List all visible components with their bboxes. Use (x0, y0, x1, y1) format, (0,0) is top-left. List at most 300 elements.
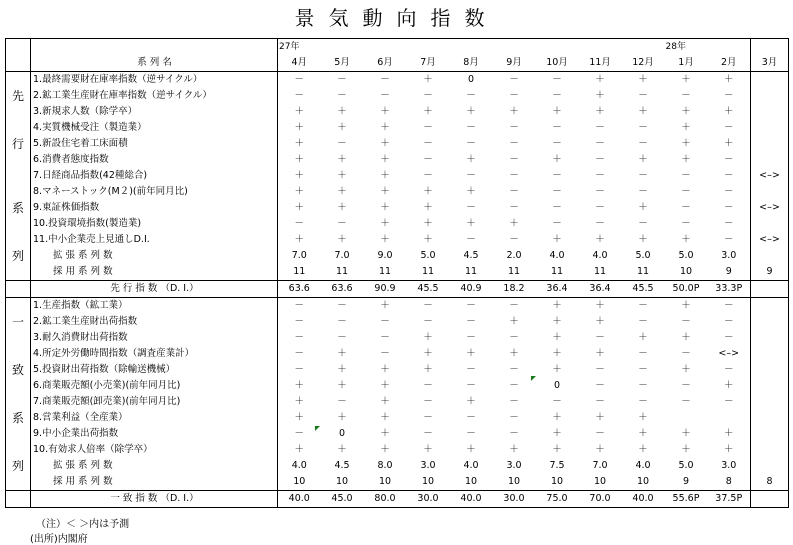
value-cell: － (552, 138, 562, 149)
adopt-row (6, 264, 789, 281)
value-cell: ＋ (552, 332, 562, 343)
di-value: 90.9 (364, 281, 407, 298)
value-cell: ＋ (294, 444, 304, 455)
value-cell: － (423, 170, 433, 181)
march-cell (751, 458, 789, 474)
value-cell: ＋ (723, 138, 734, 149)
value-cell: 0 (553, 380, 561, 391)
table-row (6, 314, 789, 330)
di-row (6, 281, 789, 298)
march-cell (751, 136, 789, 152)
di-value: 18.2 (493, 281, 536, 298)
value-cell: ＋ (723, 428, 734, 439)
march-cell (751, 362, 789, 378)
value-cell: － (423, 122, 433, 133)
value-cell: － (681, 218, 691, 229)
month-header: 4月 (278, 55, 321, 72)
di-label: 一 致 指 数 （D. I.） (31, 491, 278, 508)
value-cell: － (294, 218, 304, 229)
di-value: 45.5 (622, 281, 665, 298)
value-cell: － (638, 170, 648, 181)
value-cell: ＋ (337, 170, 347, 181)
di-value: 40.9 (450, 281, 493, 298)
value-cell: ＋ (294, 122, 304, 133)
value-cell: － (552, 396, 562, 407)
march-cell (751, 491, 789, 508)
value-cell: ＋ (681, 234, 691, 245)
value-cell: － (723, 332, 734, 343)
table-row (6, 378, 789, 394)
value-cell: ＋ (423, 106, 433, 117)
value-cell: ＋ (337, 186, 347, 197)
value-cell: － (294, 428, 304, 439)
group-label (6, 426, 31, 442)
value-cell: － (380, 90, 390, 101)
series-name: 6.商業販売額(小売業)(前年同月比) (31, 378, 278, 394)
table-row (6, 216, 789, 232)
march-cell: 9 (751, 264, 789, 281)
value-cell: ＋ (536, 298, 579, 315)
value-cell: ＋ (337, 380, 347, 391)
value-cell: ＋ (681, 332, 691, 343)
value-cell: － (423, 396, 433, 407)
value-cell: － (423, 138, 433, 149)
table-row (6, 72, 789, 89)
series-name: 5.新設住宅着工床面積 (31, 136, 278, 152)
value-cell: － (638, 380, 648, 391)
value-cell: 3.0 (506, 460, 522, 471)
di-value: 63.6 (278, 281, 321, 298)
value-cell: － (638, 122, 648, 133)
value-cell: ＋ (723, 106, 734, 117)
value-cell: 10 (622, 474, 665, 491)
value-cell: 4.5 (334, 460, 350, 471)
value-cell: 11 (407, 264, 450, 281)
value-cell: ＋ (337, 122, 347, 133)
march-cell (751, 378, 789, 394)
march-cell (751, 281, 789, 298)
value-cell: － (681, 186, 691, 197)
table-row (6, 298, 789, 315)
di-row (6, 491, 789, 508)
value-cell: 4.5 (463, 250, 479, 261)
value-cell: ＋ (723, 380, 734, 391)
series-name: 6.消費者態度指数 (31, 152, 278, 168)
value-cell: ＋ (509, 444, 519, 455)
value-cell: ＋ (638, 154, 648, 165)
series-name: 8.営業利益（全産業） (31, 410, 278, 426)
value-cell: － (681, 380, 691, 391)
value-cell: ＋ (638, 106, 648, 117)
value-cell: － (294, 332, 304, 343)
value-cell: 7.5 (549, 460, 565, 471)
value-cell: － (423, 428, 433, 439)
table-row (6, 232, 789, 248)
value-cell: － (337, 90, 347, 101)
value-cell: － (466, 90, 476, 101)
value-cell: ＋ (423, 186, 433, 197)
march-cell (751, 346, 789, 362)
value-cell: － (466, 122, 476, 133)
di-value: 37.5P (708, 491, 751, 508)
corner-cell (6, 39, 31, 56)
march-cell (751, 394, 789, 410)
value-cell: － (380, 316, 390, 327)
expand-row (6, 248, 789, 264)
value-cell: 9.0 (377, 250, 393, 261)
month-header: 12月 (622, 55, 665, 72)
value-cell: － (681, 90, 691, 101)
value-cell: 9 (665, 474, 708, 491)
value-cell: 11 (278, 264, 321, 281)
blank-cell (31, 39, 278, 56)
group-label (6, 394, 31, 410)
value-cell: 11 (493, 264, 536, 281)
value-cell: － (509, 90, 519, 101)
value-cell: ＋ (638, 412, 648, 423)
march-cell (751, 426, 789, 442)
month-header: 5月 (321, 55, 364, 72)
value-cell: 11 (450, 264, 493, 281)
value-cell: － (638, 316, 648, 327)
value-cell: ＋ (595, 348, 605, 359)
series-name: 2.鉱工業生産財出荷指数 (31, 314, 278, 330)
value-cell: 2.0 (506, 250, 522, 261)
value-cell: 5.0 (678, 250, 694, 261)
year-cell (450, 39, 493, 56)
value-cell: 9 (708, 264, 751, 281)
value-cell: ＋ (681, 364, 691, 375)
table-row (6, 426, 789, 442)
value-cell: － (552, 74, 562, 85)
value-cell: － (423, 412, 433, 423)
value-cell: ＋ (423, 348, 433, 359)
value-cell: ＋ (466, 154, 476, 165)
value-cell: ＋ (380, 154, 390, 165)
group-label: 行 (6, 136, 31, 152)
value-cell: － (337, 332, 347, 343)
value-cell: － (595, 364, 605, 375)
source-text: (出所)内閣府 (30, 534, 88, 545)
value-cell: － (423, 316, 433, 327)
di-value: 40.0 (450, 491, 493, 508)
di-value: 40.0 (278, 491, 321, 508)
value-cell (708, 410, 751, 426)
series-name: 7.商業販売額(卸売業)(前年同月比) (31, 394, 278, 410)
value-cell: － (380, 332, 390, 343)
value-cell: － (681, 396, 691, 407)
value-cell: ＋ (681, 138, 691, 149)
march-cell (751, 184, 789, 200)
value-cell: － (466, 412, 476, 423)
header-row (6, 39, 789, 56)
value-cell: 10 (536, 474, 579, 491)
value-cell: － (681, 348, 691, 359)
value-cell: ＋ (638, 234, 648, 245)
value-cell: 5.0 (420, 250, 436, 261)
year-cell: 28年 (665, 39, 708, 56)
value-cell: ＋ (681, 444, 691, 455)
value-cell: － (509, 186, 519, 197)
month-header: 6月 (364, 55, 407, 72)
series-name: 5.投資財出荷指数（除輸送機械） (31, 362, 278, 378)
value-cell: － (595, 380, 605, 391)
group-label: 列 (6, 458, 31, 474)
value-cell: － (509, 170, 519, 181)
value-cell: ＋ (595, 316, 605, 327)
group-label: 致 (6, 362, 31, 378)
group-label: 系 (6, 200, 31, 216)
value-cell: ＋ (337, 234, 347, 245)
value-cell: ＋ (423, 234, 433, 245)
value-cell: 11 (321, 264, 364, 281)
value-cell: 5.0 (678, 460, 694, 471)
march-cell (751, 330, 789, 346)
value-cell: － (723, 170, 734, 181)
group-label (6, 104, 31, 120)
value-cell: ＋ (294, 186, 304, 197)
value-cell: ＋ (552, 428, 562, 439)
series-name: 1.生産指数（鉱工業） (31, 298, 278, 315)
value-cell: － (723, 396, 734, 407)
di-value: 45.5 (407, 281, 450, 298)
value-cell: 4.0 (635, 460, 651, 471)
value-cell: － (509, 234, 519, 245)
value-cell: ＋ (380, 122, 390, 133)
value-cell: － (723, 316, 734, 327)
di-value: 50.0P (665, 281, 708, 298)
value-cell: ＋ (294, 170, 304, 181)
year-cell (708, 39, 751, 56)
value-cell: － (466, 202, 476, 213)
value-cell: ＋ (595, 90, 605, 101)
blank-cell (751, 39, 789, 56)
value-cell: ＋ (595, 412, 605, 423)
value-cell: － (595, 202, 605, 213)
expand-row (6, 458, 789, 474)
month-header: 1月 (665, 55, 708, 72)
group-label: 一 (6, 314, 31, 330)
table-row (6, 200, 789, 216)
value-cell: － (723, 202, 734, 213)
group-label: 列 (6, 248, 31, 264)
value-cell: － (595, 428, 605, 439)
value-cell: － (337, 138, 347, 149)
value-cell: 10 (665, 264, 708, 281)
value-cell: ＋ (595, 444, 605, 455)
value-cell: ＋ (509, 348, 519, 359)
value-cell: ＋ (723, 444, 734, 455)
series-name: 9.東証株価指数 (31, 200, 278, 216)
value-cell: ＋ (294, 412, 304, 423)
value-cell: ＋ (552, 234, 562, 245)
table-row (6, 184, 789, 200)
month-header: 8月 (450, 55, 493, 72)
value-cell: 3.0 (721, 250, 737, 261)
value-cell: － (466, 364, 476, 375)
di-value: 36.4 (536, 281, 579, 298)
group-label (6, 168, 31, 184)
value-cell: － (595, 122, 605, 133)
value-cell: 10 (579, 474, 622, 491)
di-value: 55.6P (665, 491, 708, 508)
value-cell: ＋ (337, 154, 347, 165)
value-cell: ＋ (595, 106, 605, 117)
group-label (6, 152, 31, 168)
value-cell: － (509, 412, 519, 423)
value-cell: － (708, 298, 751, 315)
value-cell: 0 (467, 74, 475, 85)
march-cell (751, 216, 789, 232)
value-cell: ＋ (294, 202, 304, 213)
value-cell: ＋ (423, 364, 433, 375)
di-label: 先 行 指 数 （D. I.） (31, 281, 278, 298)
di-value: 36.4 (579, 281, 622, 298)
corner-mark-icon (531, 376, 536, 381)
value-cell: － (638, 186, 648, 197)
di-value: 45.0 (321, 491, 364, 508)
value-cell: － (723, 186, 734, 197)
di-value: 70.0 (579, 491, 622, 508)
value-cell: － (638, 364, 648, 375)
group-label (6, 184, 31, 200)
value-cell: 11 (579, 264, 622, 281)
table-row (6, 362, 789, 378)
value-cell: 4.0 (592, 250, 608, 261)
value-cell: ＋ (552, 106, 562, 117)
value-cell: 10 (278, 474, 321, 491)
value-cell: 11 (622, 264, 665, 281)
value-cell: － (681, 170, 691, 181)
value-cell: ＋ (466, 186, 476, 197)
month-header: 11月 (579, 55, 622, 72)
value-cell: － (423, 154, 433, 165)
month-header: 9月 (493, 55, 536, 72)
value-cell: ＋ (638, 74, 648, 85)
series-name: 3.耐久消費財出荷指数 (31, 330, 278, 346)
value-cell: ＋ (380, 186, 390, 197)
value-cell: ＋ (380, 234, 390, 245)
value-cell: ＋ (337, 202, 347, 213)
table-row (6, 120, 789, 136)
value-cell: ＋ (579, 298, 622, 315)
march-cell: <–> (751, 200, 789, 216)
value-cell: ＋ (294, 234, 304, 245)
value-cell: 3.0 (420, 460, 436, 471)
value-cell: ＋ (337, 348, 347, 359)
value-cell: － (552, 90, 562, 101)
value-cell: ＋ (552, 412, 562, 423)
value-cell: ＋ (294, 138, 304, 149)
value-cell: ＋ (294, 396, 304, 407)
value-cell: 4.0 (463, 460, 479, 471)
value-cell: 4.0 (291, 460, 307, 471)
series-name: 9.中小企業出荷指数 (31, 426, 278, 442)
value-cell: － (723, 234, 734, 245)
value-cell: ＋ (552, 364, 562, 375)
value-cell: ＋ (509, 316, 519, 327)
group-label (6, 216, 31, 232)
value-cell: ＋ (380, 138, 390, 149)
value-cell: ＋ (337, 106, 347, 117)
value-cell: － (595, 170, 605, 181)
value-cell: － (638, 218, 648, 229)
value-cell: ＋ (380, 380, 390, 391)
value-cell: ＋ (638, 202, 648, 213)
group-label (6, 120, 31, 136)
value-cell: － (380, 348, 390, 359)
value-cell: － (509, 332, 519, 343)
year-cell (493, 39, 536, 56)
value-cell: 8 (708, 474, 751, 491)
march-cell: <–> (751, 232, 789, 248)
di-value: 80.0 (364, 491, 407, 508)
group-label (6, 346, 31, 362)
di-value: 30.0 (407, 491, 450, 508)
value-cell: ＋ (380, 412, 390, 423)
series-name: 8.マネーストック(M２)(前年同月比) (31, 184, 278, 200)
value-cell: 5.0 (635, 250, 651, 261)
group-label (6, 330, 31, 346)
value-cell: 10 (450, 474, 493, 491)
group-label (6, 72, 31, 89)
value-cell: ＋ (423, 202, 433, 213)
value-cell: － (466, 234, 476, 245)
value-cell: ＋ (466, 444, 476, 455)
value-cell: ＋ (337, 444, 347, 455)
value-cell: － (552, 122, 562, 133)
value-cell: ＋ (380, 106, 390, 117)
value-cell: － (638, 90, 648, 101)
table-row (6, 442, 789, 458)
value-cell: ＋ (595, 74, 605, 85)
year-cell (579, 39, 622, 56)
value-cell: － (407, 298, 450, 315)
value-cell: － (337, 74, 347, 85)
value-cell: ＋ (638, 444, 648, 455)
value-cell: － (552, 202, 562, 213)
value-cell: 7.0 (592, 460, 608, 471)
series-name: 11.中小企業売上見通しD.I. (31, 232, 278, 248)
value-cell: － (509, 396, 519, 407)
value-cell: ＋ (380, 428, 390, 439)
corner-cell (6, 55, 31, 72)
table-row (6, 346, 789, 362)
value-cell: － (723, 122, 734, 133)
value-cell (665, 410, 708, 426)
value-cell: － (466, 170, 476, 181)
value-cell: ＋ (681, 154, 691, 165)
value-cell: ＋ (665, 298, 708, 315)
march-cell (751, 410, 789, 426)
group-label (6, 474, 31, 491)
march-cell (751, 314, 789, 330)
series-name: 4.所定外労働時間指数（調査産業計） (31, 346, 278, 362)
table-row (6, 152, 789, 168)
march-cell: <–> (751, 168, 789, 184)
value-cell: － (595, 186, 605, 197)
value-cell: ＋ (509, 218, 519, 229)
value-cell: － (595, 396, 605, 407)
value-cell: 8.0 (377, 460, 393, 471)
month-header: 3月 (751, 55, 789, 72)
value-cell: － (509, 364, 519, 375)
group-label (6, 378, 31, 394)
series-name: 10.有効求人倍率（除学卒） (31, 442, 278, 458)
value-cell: ＋ (509, 106, 519, 117)
header-row (6, 55, 789, 72)
value-cell: － (723, 364, 734, 375)
